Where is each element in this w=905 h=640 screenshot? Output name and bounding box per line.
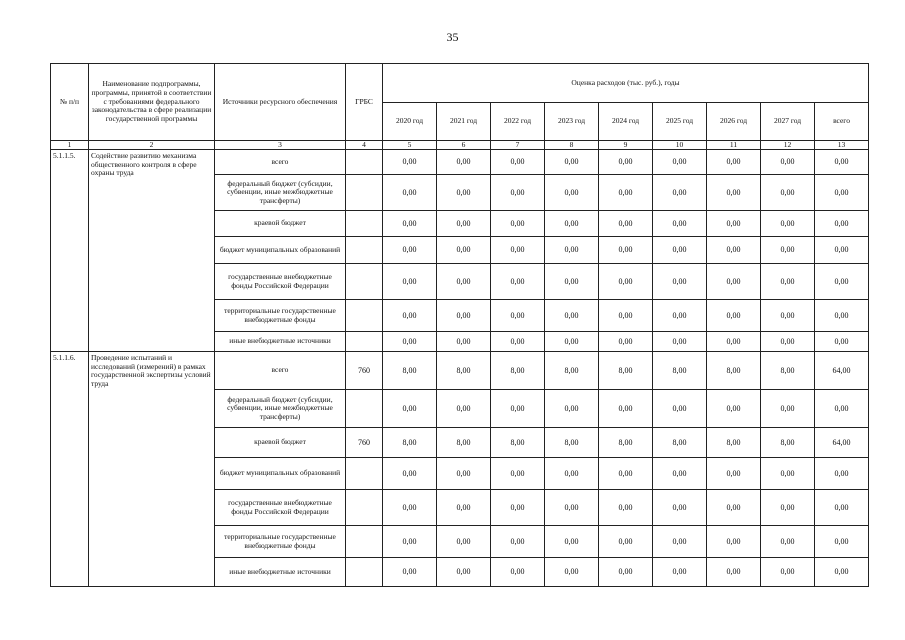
year-value: 8,00 xyxy=(491,352,545,390)
grbs-code: 760 xyxy=(346,352,383,390)
year-value: 8,00 xyxy=(383,428,437,458)
year-value: 0,00 xyxy=(437,237,491,264)
header-year: 2023 год xyxy=(545,103,599,141)
year-value: 0,00 xyxy=(545,237,599,264)
year-value: 0,00 xyxy=(383,558,437,587)
funding-source: краевой бюджет xyxy=(215,211,346,237)
grbs-code xyxy=(346,211,383,237)
year-value: 8,00 xyxy=(437,428,491,458)
grbs-code xyxy=(346,558,383,587)
year-value: 0,00 xyxy=(437,458,491,490)
budget-table xyxy=(50,63,869,587)
year-value: 0,00 xyxy=(707,458,761,490)
header-year: 2025 год xyxy=(653,103,707,141)
year-value: 0,00 xyxy=(383,526,437,558)
year-value: 0,00 xyxy=(599,526,653,558)
year-value: 0,00 xyxy=(761,490,815,526)
column-number: 11 xyxy=(707,141,761,150)
year-value: 0,00 xyxy=(545,390,599,428)
year-value: 0,00 xyxy=(761,175,815,211)
grbs-code xyxy=(346,526,383,558)
total-value: 0,00 xyxy=(815,237,869,264)
year-value: 0,00 xyxy=(599,332,653,352)
header-col-no: № п/п xyxy=(51,64,89,141)
header-year: 2027 год xyxy=(761,103,815,141)
year-value: 0,00 xyxy=(545,332,599,352)
year-value: 0,00 xyxy=(653,490,707,526)
year-value: 0,00 xyxy=(653,211,707,237)
year-value: 0,00 xyxy=(707,300,761,332)
grbs-code xyxy=(346,458,383,490)
total-value: 0,00 xyxy=(815,490,869,526)
year-value: 0,00 xyxy=(761,558,815,587)
section-name: Содействие развитию механизма общественного контроля в сфере охраны труда xyxy=(89,150,215,352)
funding-source: государственные внебюджетные фонды Российской Федерации xyxy=(215,264,346,300)
year-value: 0,00 xyxy=(599,211,653,237)
year-value: 0,00 xyxy=(383,490,437,526)
header-year: 2021 год xyxy=(437,103,491,141)
table-row xyxy=(51,150,869,175)
year-value: 0,00 xyxy=(653,150,707,175)
year-value: 8,00 xyxy=(653,428,707,458)
year-value: 0,00 xyxy=(437,264,491,300)
year-value: 0,00 xyxy=(383,332,437,352)
year-value: 0,00 xyxy=(437,332,491,352)
column-number: 9 xyxy=(599,141,653,150)
year-value: 0,00 xyxy=(707,237,761,264)
funding-source: бюджет муниципальных образований xyxy=(215,458,346,490)
year-value: 0,00 xyxy=(545,458,599,490)
section-code: 5.1.1.6. xyxy=(51,352,89,587)
year-value: 0,00 xyxy=(545,490,599,526)
year-value: 8,00 xyxy=(707,352,761,390)
page-number: 35 xyxy=(446,30,459,44)
column-number: 4 xyxy=(346,141,383,150)
year-value: 0,00 xyxy=(491,264,545,300)
column-number: 6 xyxy=(437,141,491,150)
year-value: 0,00 xyxy=(653,175,707,211)
year-value: 0,00 xyxy=(653,264,707,300)
grbs-code xyxy=(346,264,383,300)
year-value: 0,00 xyxy=(707,150,761,175)
year-value: 0,00 xyxy=(707,558,761,587)
year-value: 0,00 xyxy=(437,150,491,175)
total-value: 0,00 xyxy=(815,300,869,332)
total-value: 0,00 xyxy=(815,390,869,428)
year-value: 0,00 xyxy=(437,175,491,211)
year-value: 0,00 xyxy=(545,264,599,300)
grbs-code xyxy=(346,150,383,175)
total-value: 0,00 xyxy=(815,558,869,587)
total-value: 64,00 xyxy=(815,352,869,390)
year-value: 0,00 xyxy=(437,526,491,558)
header-col-estimate: Оценка расходов (тыс. руб.), годы xyxy=(383,64,869,103)
year-value: 0,00 xyxy=(545,558,599,587)
funding-source: краевой бюджет xyxy=(215,428,346,458)
year-value: 0,00 xyxy=(653,558,707,587)
funding-source: федеральный бюджет (субсидии, субвенции, иные межбюджетные трансферты) xyxy=(215,175,346,211)
year-value: 0,00 xyxy=(545,175,599,211)
year-value: 0,00 xyxy=(707,490,761,526)
year-value: 0,00 xyxy=(437,300,491,332)
year-value: 8,00 xyxy=(383,352,437,390)
year-value: 0,00 xyxy=(545,526,599,558)
year-value: 0,00 xyxy=(437,490,491,526)
year-value: 0,00 xyxy=(653,390,707,428)
year-value: 0,00 xyxy=(653,300,707,332)
header-year: 2020 год xyxy=(383,103,437,141)
year-value: 0,00 xyxy=(383,390,437,428)
funding-source: территориальные государственные внебюджетные фонды xyxy=(215,526,346,558)
grbs-code xyxy=(346,175,383,211)
year-value: 0,00 xyxy=(761,526,815,558)
year-value: 0,00 xyxy=(383,300,437,332)
column-number: 13 xyxy=(815,141,869,150)
section-name: Проведение испытаний и исследований (измерений) в рамках государственной экспертизы условий труда xyxy=(89,352,215,587)
year-value: 0,00 xyxy=(491,526,545,558)
year-value: 0,00 xyxy=(599,150,653,175)
column-number: 5 xyxy=(383,141,437,150)
year-value: 0,00 xyxy=(707,211,761,237)
grbs-code xyxy=(346,490,383,526)
year-value: 8,00 xyxy=(599,428,653,458)
year-value: 0,00 xyxy=(653,458,707,490)
header-col-source: Источники ресурсного обеспечения xyxy=(215,64,346,141)
total-value: 0,00 xyxy=(815,458,869,490)
funding-source: всего xyxy=(215,352,346,390)
funding-source: федеральный бюджет (субсидии, субвенции, иные межбюджетные трансферты) xyxy=(215,390,346,428)
year-value: 0,00 xyxy=(383,175,437,211)
year-value: 0,00 xyxy=(437,558,491,587)
funding-source: иные внебюджетные источники xyxy=(215,332,346,352)
section-code: 5.1.1.5. xyxy=(51,150,89,352)
year-value: 0,00 xyxy=(599,300,653,332)
table-row xyxy=(51,352,869,390)
year-value: 0,00 xyxy=(599,458,653,490)
year-value: 8,00 xyxy=(491,428,545,458)
header-year: 2024 год xyxy=(599,103,653,141)
header-col-grbs: ГРБС xyxy=(346,64,383,141)
funding-source: территориальные государственные внебюджетные фонды xyxy=(215,300,346,332)
year-value: 0,00 xyxy=(761,150,815,175)
funding-source: бюджет муниципальных образований xyxy=(215,237,346,264)
year-value: 0,00 xyxy=(437,211,491,237)
grbs-code: 760 xyxy=(346,428,383,458)
year-value: 0,00 xyxy=(707,526,761,558)
total-value: 0,00 xyxy=(815,211,869,237)
year-value: 0,00 xyxy=(491,558,545,587)
year-value: 0,00 xyxy=(599,175,653,211)
year-value: 0,00 xyxy=(707,264,761,300)
column-number: 1 xyxy=(51,141,89,150)
header-year: 2026 год xyxy=(707,103,761,141)
total-value: 0,00 xyxy=(815,332,869,352)
year-value: 0,00 xyxy=(491,150,545,175)
funding-source: государственные внебюджетные фонды Российской Федерации xyxy=(215,490,346,526)
year-value: 0,00 xyxy=(491,458,545,490)
header-year: 2022 год xyxy=(491,103,545,141)
grbs-code xyxy=(346,300,383,332)
year-value: 0,00 xyxy=(383,211,437,237)
year-value: 0,00 xyxy=(383,264,437,300)
year-value: 8,00 xyxy=(599,352,653,390)
column-number: 10 xyxy=(653,141,707,150)
year-value: 0,00 xyxy=(653,332,707,352)
year-value: 0,00 xyxy=(761,458,815,490)
year-value: 0,00 xyxy=(653,526,707,558)
column-number: 8 xyxy=(545,141,599,150)
year-value: 0,00 xyxy=(653,237,707,264)
total-value: 0,00 xyxy=(815,175,869,211)
grbs-code xyxy=(346,390,383,428)
year-value: 0,00 xyxy=(761,264,815,300)
year-value: 0,00 xyxy=(599,558,653,587)
column-number: 12 xyxy=(761,141,815,150)
total-value: 0,00 xyxy=(815,526,869,558)
funding-source: иные внебюджетные источники xyxy=(215,558,346,587)
year-value: 8,00 xyxy=(707,428,761,458)
grbs-code xyxy=(346,237,383,264)
year-value: 0,00 xyxy=(599,390,653,428)
year-value: 0,00 xyxy=(491,490,545,526)
year-value: 0,00 xyxy=(761,237,815,264)
header-year: всего xyxy=(815,103,869,141)
year-value: 0,00 xyxy=(761,211,815,237)
column-number: 7 xyxy=(491,141,545,150)
year-value: 0,00 xyxy=(383,237,437,264)
year-value: 0,00 xyxy=(545,300,599,332)
year-value: 0,00 xyxy=(599,490,653,526)
year-value: 0,00 xyxy=(707,175,761,211)
header-col-name: Наименование подпрограммы, программы, принятой в соответствии с требованиями федерального законодательства в сфере реализации государственной программы xyxy=(89,64,215,141)
year-value: 8,00 xyxy=(761,428,815,458)
column-number: 2 xyxy=(89,141,215,150)
year-value: 8,00 xyxy=(545,352,599,390)
year-value: 0,00 xyxy=(599,264,653,300)
grbs-code xyxy=(346,332,383,352)
year-value: 8,00 xyxy=(761,352,815,390)
year-value: 0,00 xyxy=(761,390,815,428)
year-value: 0,00 xyxy=(491,300,545,332)
year-value: 0,00 xyxy=(545,150,599,175)
year-value: 8,00 xyxy=(653,352,707,390)
year-value: 0,00 xyxy=(491,237,545,264)
year-value: 0,00 xyxy=(761,300,815,332)
year-value: 0,00 xyxy=(545,211,599,237)
year-value: 0,00 xyxy=(383,150,437,175)
funding-source: всего xyxy=(215,150,346,175)
year-value: 8,00 xyxy=(545,428,599,458)
year-value: 0,00 xyxy=(707,332,761,352)
total-value: 0,00 xyxy=(815,264,869,300)
year-value: 0,00 xyxy=(491,175,545,211)
year-value: 0,00 xyxy=(491,390,545,428)
year-value: 0,00 xyxy=(491,211,545,237)
year-value: 0,00 xyxy=(437,390,491,428)
year-value: 0,00 xyxy=(761,332,815,352)
year-value: 0,00 xyxy=(599,237,653,264)
year-value: 0,00 xyxy=(491,332,545,352)
total-value: 64,00 xyxy=(815,428,869,458)
year-value: 0,00 xyxy=(383,458,437,490)
column-number: 3 xyxy=(215,141,346,150)
total-value: 0,00 xyxy=(815,150,869,175)
year-value: 8,00 xyxy=(437,352,491,390)
year-value: 0,00 xyxy=(707,390,761,428)
